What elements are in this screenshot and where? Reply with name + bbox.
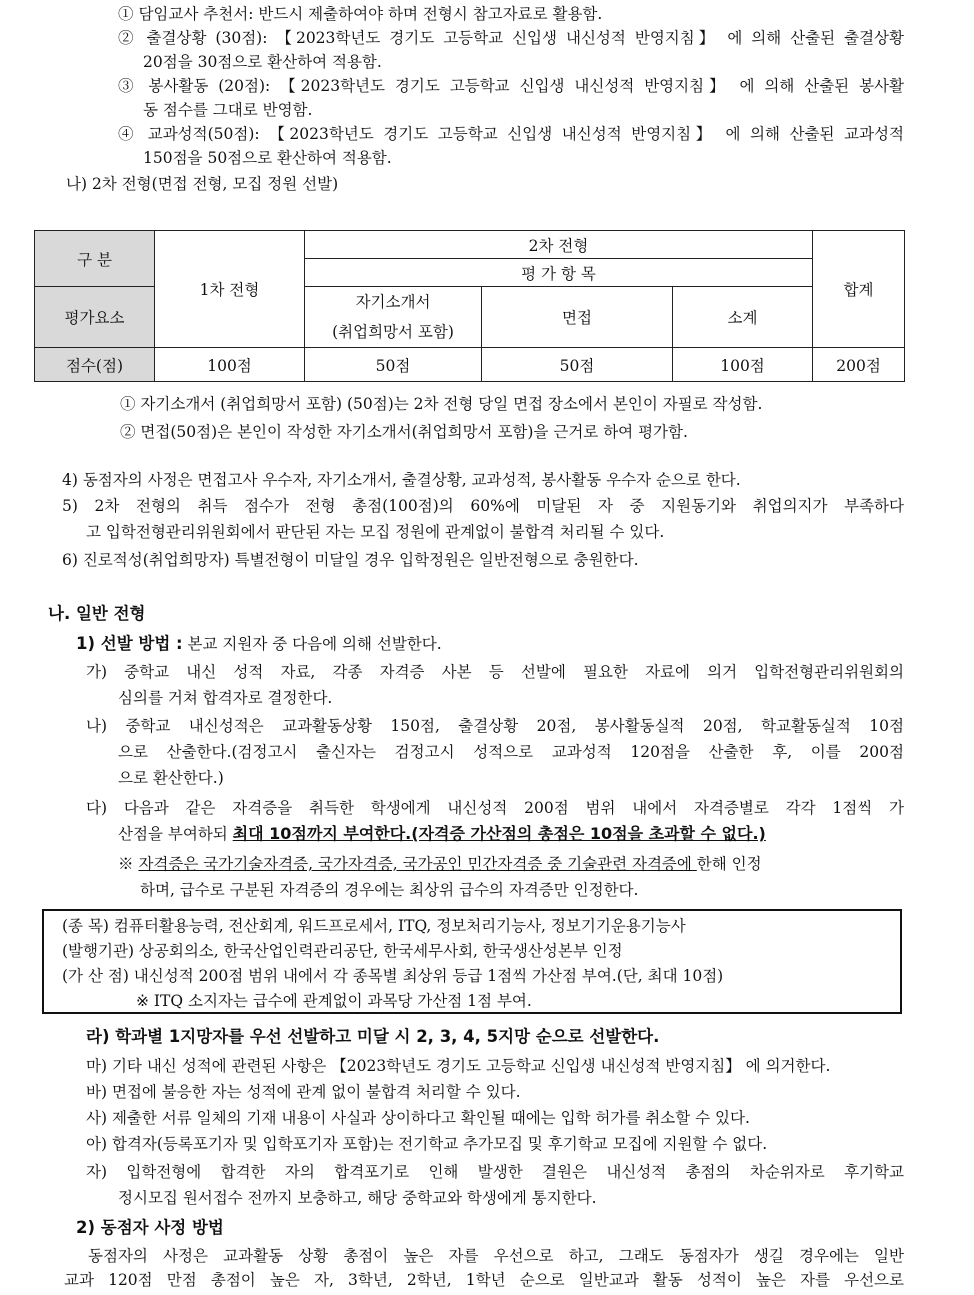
max-points-emphasis: 최대 10점까지 부여한다. — [232, 824, 412, 843]
item-1-num: ① — [118, 5, 134, 23]
cert-box-itq-note: ※ ITQ 소지자는 급수에 관계없이 과목당 가산점 1점 부여. — [136, 992, 532, 1010]
item-1 — [118, 2, 602, 26]
table-note-1: ① 자기소개서 (취업희망서 포함) (50점)는 2차 전형 당일 면접 장소에서 본인이 자필로 작성함. — [120, 395, 763, 413]
header-subtotal: 소계 — [673, 287, 813, 348]
score-table — [34, 230, 905, 382]
rule-da-line1: 다) 다음과 같은 자격증을 취득한 학생에게 내신성적 200점 범위 내에서 자격증별로 각각 1점씩 가 — [86, 799, 904, 817]
tie-break-title: 2) 동점자 사정 방법 — [76, 1218, 224, 1237]
cert-box-items: (종 목) 컴퓨터활용능력, 전산회계, 워드프로세서, ITQ, 정보처리기능사, 정보기기운용기능사 — [62, 917, 686, 935]
header-first-round: 1차 전형 — [155, 231, 305, 348]
general-heading: 나. 일반 전형 — [48, 604, 146, 623]
item-3-line1: ③ 봉사활동 (20점): 【2023학년도 경기도 고등학교 신입생 내신성적 반영지침】 에 의해 산출된 봉사활 — [118, 77, 904, 95]
score-subtotal: 100점 — [673, 348, 813, 382]
item-1-text: 담임교사 추천서: 반드시 제출하여야 하며 전형시 참고자료로 활용함. — [138, 5, 603, 23]
total-points-emphasis: (자격증 가산점의 총점은 10점을 초과할 수 없다.) — [411, 824, 766, 843]
tie-break-line1: 동점자의 사정은 교과활동 상황 총점이 높은 자를 우선으로 하고, 그래도 동점자가 생길 경우에는 일반 — [88, 1247, 904, 1265]
rule-ga-line1: 가) 중학교 내신 성적 자료, 각종 자격증 사본 등 선발에 필요한 자료에 의거 입학전형관리위원회의 — [86, 663, 904, 681]
score-self-intro: 50점 — [305, 348, 482, 382]
rule-4: 4) 동점자의 사정은 면접고사 우수자, 자기소개서, 출결상황, 교과성적, 봉사활동 우수자 순으로 한다. — [62, 471, 741, 489]
method-title: 1) 선발 방법 : — [76, 634, 183, 653]
cert-box-points: (가 산 점) 내신성적 200점 범위 내에서 각 종목별 최상위 등급 1점씩 가산점 부여.(단, 최대 10점) — [62, 967, 724, 985]
score-first: 100점 — [155, 348, 305, 382]
score-label: 점수(점) — [35, 348, 155, 382]
rule-da-line2: 산점을 부여하되 최대 10점까지 부여한다.(자격증 가산점의 총점은 10점을 초과할 수 없다.) — [118, 824, 766, 843]
rule-ga-line2: 심의를 거쳐 합격자로 결정한다. — [118, 689, 333, 707]
header-total: 합계 — [813, 231, 905, 348]
table-note-2: ② 면접(50점)은 본인이 작성한 자기소개서(취업희망서 포함)을 근거로 하여 평가함. — [120, 423, 688, 441]
cert-note-underlined: 자격증은 국가기술자격증, 국가자격증, 국가공인 민간자격증 중 기술관련 자격증에 — [138, 855, 697, 873]
item-2-line2: 20점을 30점으로 환산하여 적용함. — [143, 53, 382, 71]
rule-a: 아) 합격자(등록포기자 및 입학포기자 포함)는 전기학교 추가모집 및 후기학교 모집에 지원할 수 없다. — [86, 1135, 768, 1153]
rule-na-line1: 나) 중학교 내신성적은 교과활동상황 150점, 출결상황 20점, 봉사활동실적 20점, 학교활동실적 10점 — [86, 717, 904, 735]
cert-note-line2: 하며, 급수로 구분된 자격증의 경우에는 최상위 급수의 자격증만 인정한다. — [140, 881, 639, 899]
rule-ja-line2: 정시모집 원서접수 전까지 보충하고, 해당 중학교와 학생에게 통지한다. — [118, 1189, 597, 1207]
header-factor: 평가요소 — [35, 287, 155, 348]
header-gubun: 구 분 — [35, 231, 155, 287]
header-self-intro: 자기소개서 (취업희망서 포함) — [305, 287, 482, 348]
method-text: 본교 지원자 중 다음에 의해 선발한다. — [187, 635, 442, 653]
cert-box-issuers: (발행기관) 상공회의소, 한국산업인력관리공단, 한국세무사회, 한국생산성본부 인정 — [62, 942, 623, 960]
rule-ja-line1: 자) 입학전형에 합격한 자의 합격포기로 인해 발생한 결원은 내신성적 총점의 차순위자로 후기학교 — [86, 1163, 904, 1181]
header-eval-items: 평 가 항 목 — [305, 259, 813, 287]
rule-5-line2: 고 입학전형관리위원회에서 판단된 자는 모집 정원에 관계없이 불합격 처리될 수 있다. — [86, 523, 665, 541]
rule-5-line1: 5) 2차 전형의 취득 점수가 전형 총점(100점)의 60%에 미달된 자 중 지원동기와 취업의지가 부족하다 — [62, 497, 904, 515]
item-2-line1: ② 출결상황 (30점): 【2023학년도 경기도 고등학교 신입생 내신성적 반영지침】 에 의해 산출된 출결상황 — [118, 29, 904, 47]
item-4-line2: 150점을 50점으로 환산하여 적용함. — [143, 149, 392, 167]
cert-note-line1: ※ 자격증은 국가기술자격증, 국가자격증, 국가공인 민간자격증 중 기술관련 자격증에 한해 인정 — [118, 855, 762, 873]
rule-6: 6) 진로적성(취업희망자) 특별전형이 미달일 경우 입학정원은 일반전형으로 충원한다. — [62, 551, 639, 569]
rule-ma: 마) 기타 내신 성적에 관련된 사항은 【2023학년도 경기도 고등학교 신입생 내신성적 반영지침】 에 의거한다. — [86, 1057, 831, 1075]
score-total: 200점 — [813, 348, 905, 382]
rule-ba: 바) 면접에 불응한 자는 성적에 관계 없이 불합격 처리할 수 있다. — [86, 1083, 521, 1101]
header-interview: 면접 — [482, 287, 673, 348]
rule-na-line3: 으로 환산한다.) — [118, 769, 224, 787]
rule-sa: 사) 제출한 서류 일체의 기재 내용이 사실과 상이하다고 확인될 때에는 입학 허가를 취소할 수 있다. — [86, 1109, 750, 1127]
header-second-round: 2차 전형 — [305, 231, 813, 259]
method-line — [76, 632, 442, 656]
rule-na-line2: 으로 산출한다.(검정고시 출신자는 검정고시 성적으로 교과성적 120점을 산출한 후, 이를 200점 — [118, 743, 904, 761]
score-interview: 50점 — [482, 348, 673, 382]
tie-break-line2: 교과 120점 만점 총점이 높은 자, 3학년, 2학년, 1학년 순으로 일반교과 활동 성적이 높은 자를 우선으로 — [64, 1271, 904, 1289]
subheading-second-round: 나) 2차 전형(면접 전형, 모집 정원 선발) — [66, 175, 339, 193]
item-3-line2: 동 점수를 그대로 반영함. — [143, 101, 313, 119]
item-4-line1: ④ 교과성적(50점): 【2023학년도 경기도 고등학교 신입생 내신성적 반영지침】 에 의해 산출된 교과성적 — [118, 125, 904, 143]
rule-ra: 라) 학과별 1지망자를 우선 선발하고 미달 시 2, 3, 4, 5지망 순으로 선발한다. — [86, 1027, 660, 1046]
